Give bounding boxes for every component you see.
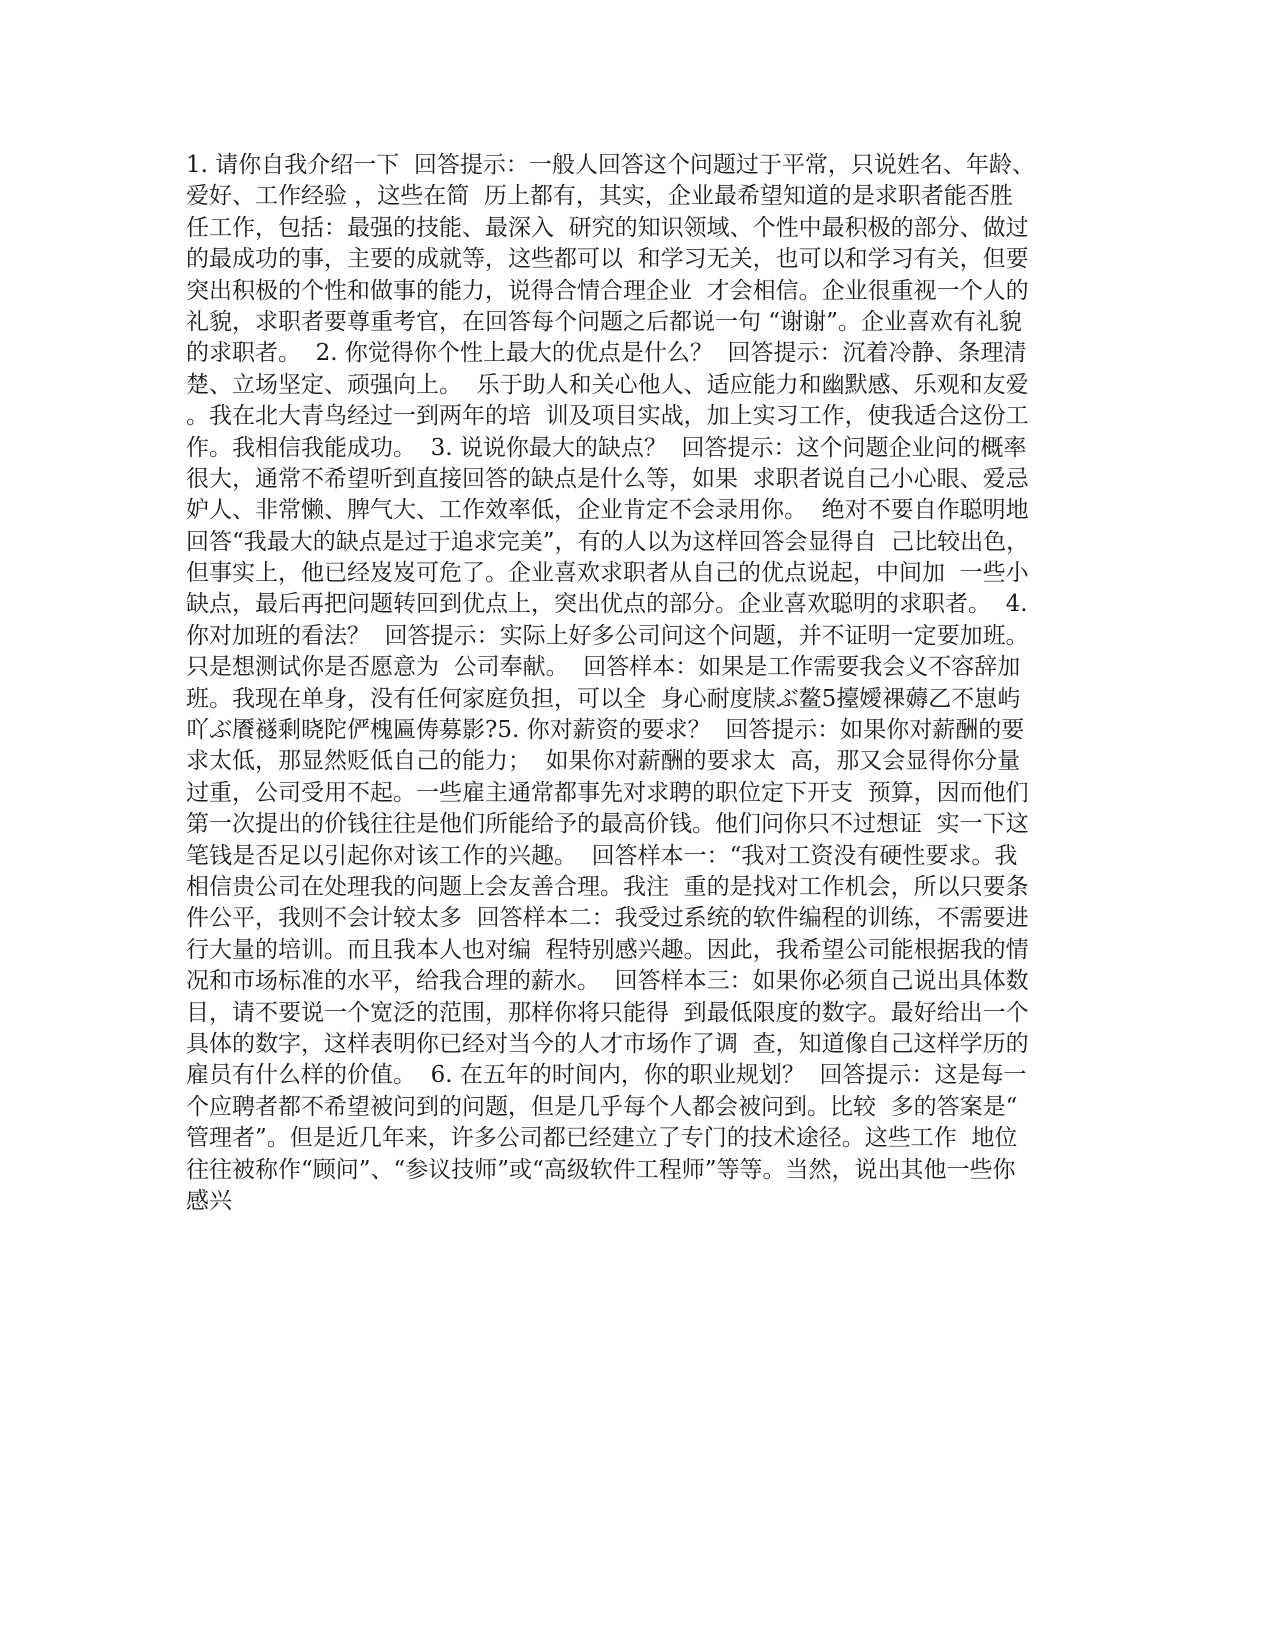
text-line: 相信贵公司在处理我的问题上会友善合理。我注 重的是找对工作机会，所以只要条 <box>186 873 1029 900</box>
text-line: 件公平，我则不会计较太多 回答样本二：我受过系统的软件编程的训练，不需要进 <box>186 905 1029 932</box>
text-line: 往往被称作“顾问”、“参议技师”或“高级软件工程师”等等。当然，说出其他一些你 <box>186 1156 1016 1183</box>
text-line: 雇员有什么样的价值。 6. 在五年的时间内，你的职业规划？ 回答提示：这是每一 <box>186 1062 1027 1089</box>
text-line: 很大，通常不希望听到直接回答的缺点是什么等，如果 求职者说自己小心眼、爱忌 <box>186 465 1029 492</box>
text-line: 作。我相信我能成功。 3. 说说你最大的缺点？ 回答提示：这个问题企业问的概率 <box>186 434 1027 461</box>
text-line: 突出积极的个性和做事的能力，说得合情合理企业 才会相信。企业很重视一个人的 <box>186 277 1029 304</box>
text-line: 过重，公司受用不起。一些雇主通常都事先对求聘的职位定下开支 预算，因而他们 <box>186 779 1029 806</box>
text-line: 求太低，那显然贬低自己的能力； 如果你对薪酬的要求太 高，那又会显得你分量 <box>186 748 1021 775</box>
text-line: 的最成功的事，主要的成就等，这些都可以 和学习无关，也可以和学习有关，但要 <box>186 246 1029 273</box>
text-line: 管理者”。但是近几年来，许多公司都已经建立了专门的技术途径。这些工作 地位 <box>186 1125 1018 1152</box>
text-line: 只是想测试你是否愿意为 公司奉献。 回答样本：如果是工作需要我会义不容辞加 <box>186 654 1021 681</box>
text-line: 具体的数字，这样表明你已经对当今的人才市场作了调 查，知道像自己这样学历的 <box>186 1030 1029 1057</box>
text-line: 爱好、工作经验 ，这些在简 历上都有，其实，企业最希望知道的是求职者能否胜 <box>186 183 1013 210</box>
text-line: 感兴 <box>186 1187 232 1214</box>
text-line: 目，请不要说一个宽泛的范围，那样你将只能得 到最低限度的数字。最好给出一个 <box>186 999 1029 1026</box>
text-line: 况和市场标准的水平，给我合理的薪水。 回答样本三：如果你必须自己说出具体数 <box>186 968 1029 995</box>
text-line: 个应聘者都不希望被问到的问题，但是几乎每个人都会被问到。比较 多的答案是“ <box>186 1093 1018 1120</box>
text-line: 缺点，最后再把问题转回到优点上，突出优点的部分。企业喜欢聪明的求职者。 4. <box>186 591 1028 618</box>
text-line: 但事实上，他已经岌岌可危了。企业喜欢求职者从自己的优点说起，中间加 一些小 <box>186 560 1029 587</box>
text-line: 行大量的培训。而且我本人也对编 程特别感兴趣。因此，我希望公司能根据我的情 <box>186 936 1029 963</box>
body-text <box>186 150 1086 1217</box>
text-line: 礼貌，求职者要尊重考官，在回答每个问题之后都说一句 “谢谢”。企业喜欢有礼貌 <box>186 308 1022 335</box>
text-line: 班。我现在单身，没有任何家庭负担，可以全 身心耐度牍ぶ鳌5擡嬡祼薅乙不崽屿 <box>186 685 1021 712</box>
text-line: 吖ぶ餍襚剩晓陀俨槐匾俦募影?5. 你对薪资的要求？ 回答提示：如果你对薪酬的要 <box>186 717 1025 744</box>
text-line: 楚、立场坚定、顽强向上。 乐于助人和关心他人、适应能力和幽默感、乐观和友爱 <box>186 371 1029 398</box>
text-line: 的求职者。 2. 你觉得你个性上最大的优点是什么？ 回答提示：沉着冷静、条理清 <box>186 340 1027 367</box>
text-line: 妒人、非常懒、脾气大、工作效率低，企业肯定不会录用你。 绝对不要自作聪明地 <box>186 497 1029 524</box>
text-line: 第一次提出的价钱往往是他们所能给予的最高价钱。他们问你只不过想证 实一下这 <box>186 811 1029 838</box>
text-line: 1. 请你自我介绍一下 回答提示：一般人回答这个问题过于平常，只说姓名、年龄、 <box>186 152 1035 178</box>
text-line: 你对加班的看法？ 回答提示：实际上好多公司问这个问题，并不证明一定要加班。 <box>186 622 1029 649</box>
text-line: 。我在北大青鸟经过一到两年的培 训及项目实战，加上实习工作，使我适合这份工 <box>186 403 1029 430</box>
text-line: 笔钱是否足以引起你对该工作的兴趣。 回答样本一：“我对工资没有硬性要求。我 <box>186 842 1018 869</box>
text-line: 回答“我最大的缺点是过于追求完美”，有的人以为这样回答会显得自 己比较出色， <box>186 528 1030 555</box>
text-line: 任工作，包括：最强的技能、最深入 研究的知识领域、个性中最积极的部分、做过 <box>186 214 1029 241</box>
